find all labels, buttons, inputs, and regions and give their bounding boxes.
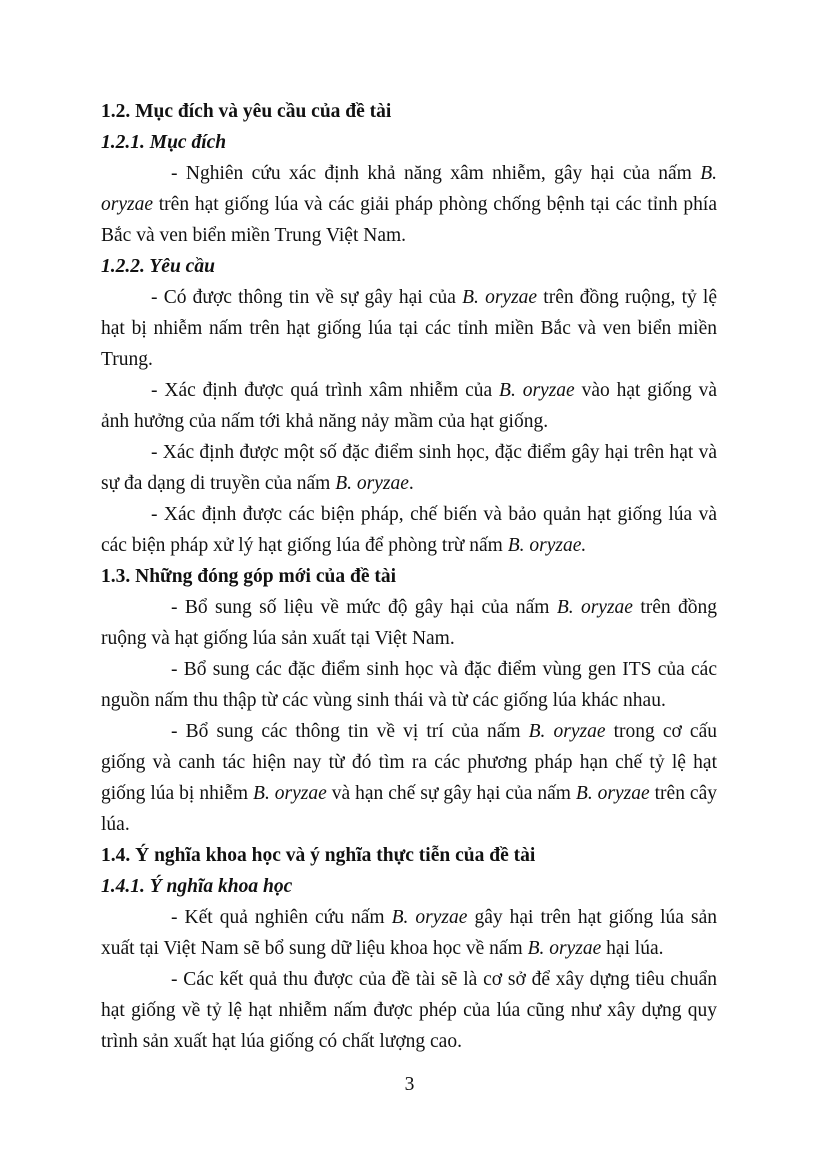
paragraph: - Xác định được các biện pháp, chế biến và bảo quản hạt giống lúa và các biện pháp xử lý hạt giống lúa để phòng trừ nấm B. oryzae. xyxy=(101,504,717,556)
paragraph: - Có được thông tin về sự gây hại của B. oryzae trên đồng ruộng, tỷ lệ hạt bị nhiễm nấm trên hạt giống lúa tại các tỉnh miền Bắc và ven biển miền Trung. xyxy=(101,287,718,370)
paragraph: - Kết quả nghiên cứu nấm B. oryzae gây hại trên hạt giống lúa sản xuất tại Việt Nam sẽ bổ sung dữ liệu khoa học về nấm B. oryzae hại lúa. xyxy=(101,907,717,959)
paragraph: - Bổ sung số liệu về mức độ gây hại của nấm B. oryzae trên đồng ruộng và hạt giống lúa sản xuất tại Việt Nam. xyxy=(101,597,717,649)
paragraph: - Xác định được một số đặc điểm sinh học, đặc điểm gây hại trên hạt và sự đa dạng di truyền của nấm B. oryzae. xyxy=(101,442,717,494)
paragraph: - Bổ sung các đặc điểm sinh học và đặc điểm vùng gen ITS của các nguồn nấm thu thập từ các vùng sinh thái và từ các giống lúa khác nhau. xyxy=(101,659,717,711)
paragraph: - Bổ sung các thông tin về vị trí của nấm B. oryzae trong cơ cấu giống và canh tác hiện nay từ đó tìm ra các phương pháp hạn chế tỷ lệ hạt giống lúa bị nhiễm B. oryzae và hạn chế sự gây hại của nấm B. oryzae trên cây lúa. xyxy=(101,721,717,835)
subsection-heading-1-2-1: 1.2.1. Mục đích xyxy=(101,132,227,153)
page-number: 3 xyxy=(404,1074,415,1095)
subsection-heading-1-4-1: 1.4.1. Ý nghĩa khoa học xyxy=(101,876,293,897)
section-heading-1-3: 1.3. Những đóng góp mới của đề tài xyxy=(101,566,397,587)
paragraph: - Các kết quả thu được của đề tài sẽ là cơ sở để xây dựng tiêu chuẩn hạt giống về tỷ lệ hạt nhiễm nấm được phép của lúa cũng như xây dựng quy trình sản xuất hạt lúa giống có chất lượng cao. xyxy=(101,969,717,1052)
paragraph: - Xác định được quá trình xâm nhiễm của B. oryzae vào hạt giống và ảnh hưởng của nấm tới khả năng nảy mầm của hạt giống. xyxy=(101,380,717,432)
subsection-heading-1-2-2: 1.2.2. Yêu cầu xyxy=(101,256,215,277)
paragraph: - Nghiên cứu xác định khả năng xâm nhiễm, gây hại của nấm B. oryzae trên hạt giống lúa và các giải pháp phòng chống bệnh tại các tỉnh phía Bắc và ven biển miền Trung Việt Nam. xyxy=(101,163,717,246)
section-heading-1-2: 1.2. Mục đích và yêu cầu của đề tài xyxy=(101,101,392,122)
section-heading-1-4: 1.4. Ý nghĩa khoa học và ý nghĩa thực tiễn của đề tài xyxy=(101,845,536,866)
document-page xyxy=(101,96,717,1057)
